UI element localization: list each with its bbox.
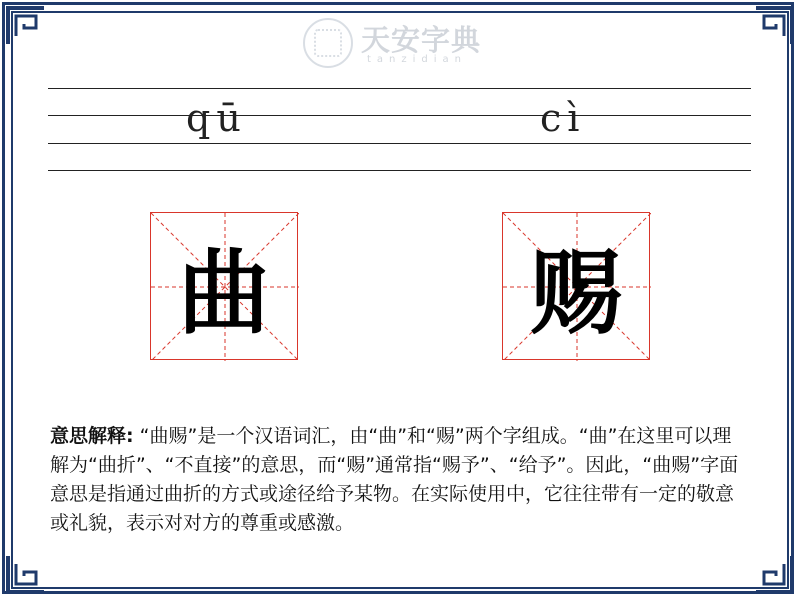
watermark-logo	[303, 16, 503, 72]
character-grid-1	[150, 212, 298, 360]
corner-ornament-bottom-left	[6, 554, 46, 594]
hanzi-2: 赐	[529, 240, 622, 347]
staff-line	[48, 115, 751, 116]
explanation-separator: :	[126, 425, 134, 447]
explanation-text: “曲赐”是一个汉语词汇，由“曲”和“赐”两个字组成。“曲”在这里可以理解为“曲折”、“不直接”的意思，而“赐”通常指“赐予”、“给予”。因此，“曲赐”字面意思是指通过曲折的方式或途径给予某物。在实际使用中，它往往带有一定的敬意或礼貌，表示对对方的尊重或感激。	[50, 425, 739, 534]
staff-line	[48, 170, 751, 171]
pinyin-2: cì	[540, 96, 586, 140]
explanation-paragraph	[50, 422, 750, 538]
brand-subtitle: tanzidian	[367, 54, 468, 65]
logo-seal-icon	[303, 18, 353, 68]
character-grid-2	[502, 212, 650, 360]
staff-line	[48, 143, 751, 144]
brand-name: 天安字典	[361, 23, 482, 57]
corner-ornament-bottom-right	[754, 554, 794, 594]
pinyin-1: qū	[186, 96, 247, 140]
hanzi-1: 曲	[177, 240, 270, 347]
corner-ornament-top-right	[754, 6, 794, 46]
corner-ornament-top-left	[6, 6, 46, 46]
explanation-label: 意思解释	[50, 425, 127, 447]
staff-line	[48, 88, 751, 89]
